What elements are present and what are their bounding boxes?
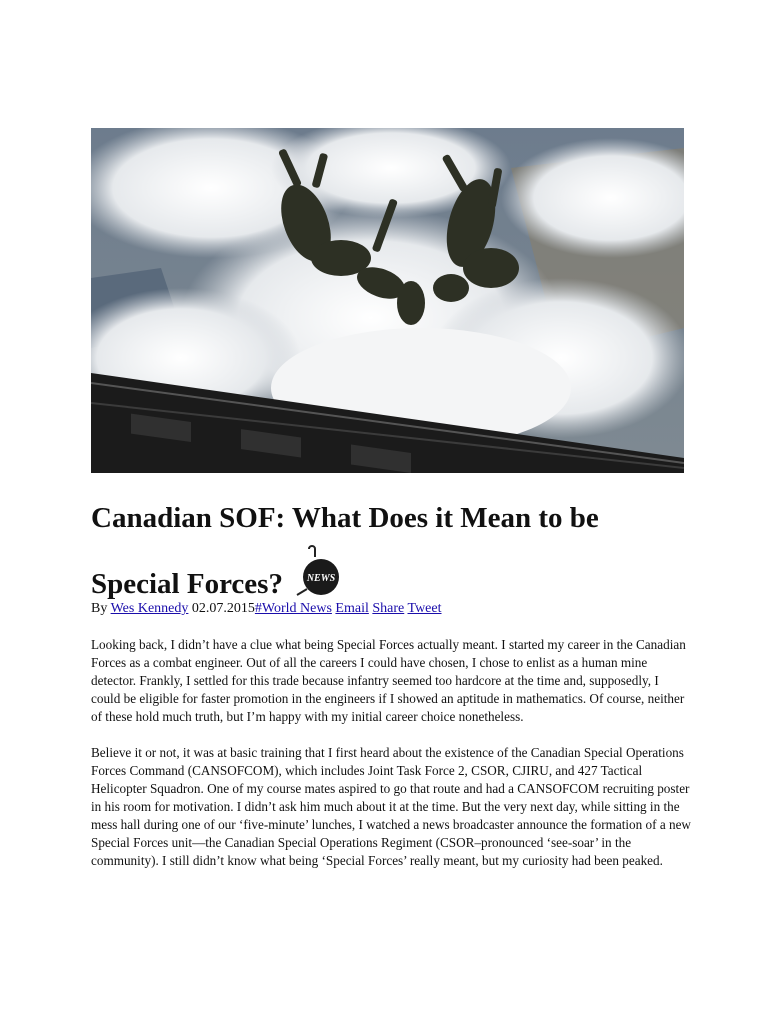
byline-prefix: By bbox=[91, 601, 108, 616]
share-link[interactable]: Share bbox=[372, 601, 405, 616]
byline bbox=[91, 600, 691, 618]
article-title-text: Canadian SOF: What Does it Mean to be Special Forces? bbox=[91, 502, 599, 600]
paragraph: Looking back, I didn’t have a clue what being Special Forces actually meant. I started my career in the Canadian Forces as a combat engineer. Out of all the careers I could have chosen, I chose to enlist as a human mine detector. Frankly, I settled for this trade because infantry seemed too hardcore at the time and, supposedly, I could be eligible for faster promotion in the engineers if I showed an aptitude in mathematics. Of course, neither of these hold much truth, but I’m happy with my initial career choice nonetheless. bbox=[91, 637, 686, 724]
email-share-link[interactable]: Email bbox=[335, 601, 369, 616]
paragraph: Believe it or not, it was at basic training that I first heard about the existence of the Canadian Special Operations Forces Command (CANSOFCOM), which includes Joint Task Force 2, CSOR, CJIRU, and 427 Tactical Helicopter Squadron. One of my course mates aspired to go that route and had a CANSOFCOM recruiting poster in his room for motivation. I didn’t ask him much about it at the time. But the very next day, while sitting in the mess hall during one of our ‘five-minute’ lunches, I watched a news broadcaster announce the formation of a new Special Forces unit—the Canadian Special Operations Regiment (CSOR–pronounced ‘see-soar’ in the community). I still didn’t know what being ‘Special Forces’ really meant, but my curiosity had been peaked. bbox=[91, 745, 691, 868]
hero-photo-skydivers bbox=[91, 128, 684, 473]
article-title bbox=[91, 492, 691, 611]
news-badge-label: NEWS bbox=[306, 573, 336, 584]
news-badge-icon bbox=[293, 545, 341, 599]
author-link[interactable]: Wes Kennedy bbox=[110, 601, 189, 616]
article-body bbox=[91, 636, 691, 888]
category-link[interactable]: #World News bbox=[254, 601, 332, 616]
hero-photo-illustration bbox=[91, 128, 684, 473]
publish-date: 02.07.2015 bbox=[191, 601, 255, 616]
tweet-link[interactable]: Tweet bbox=[407, 601, 442, 616]
